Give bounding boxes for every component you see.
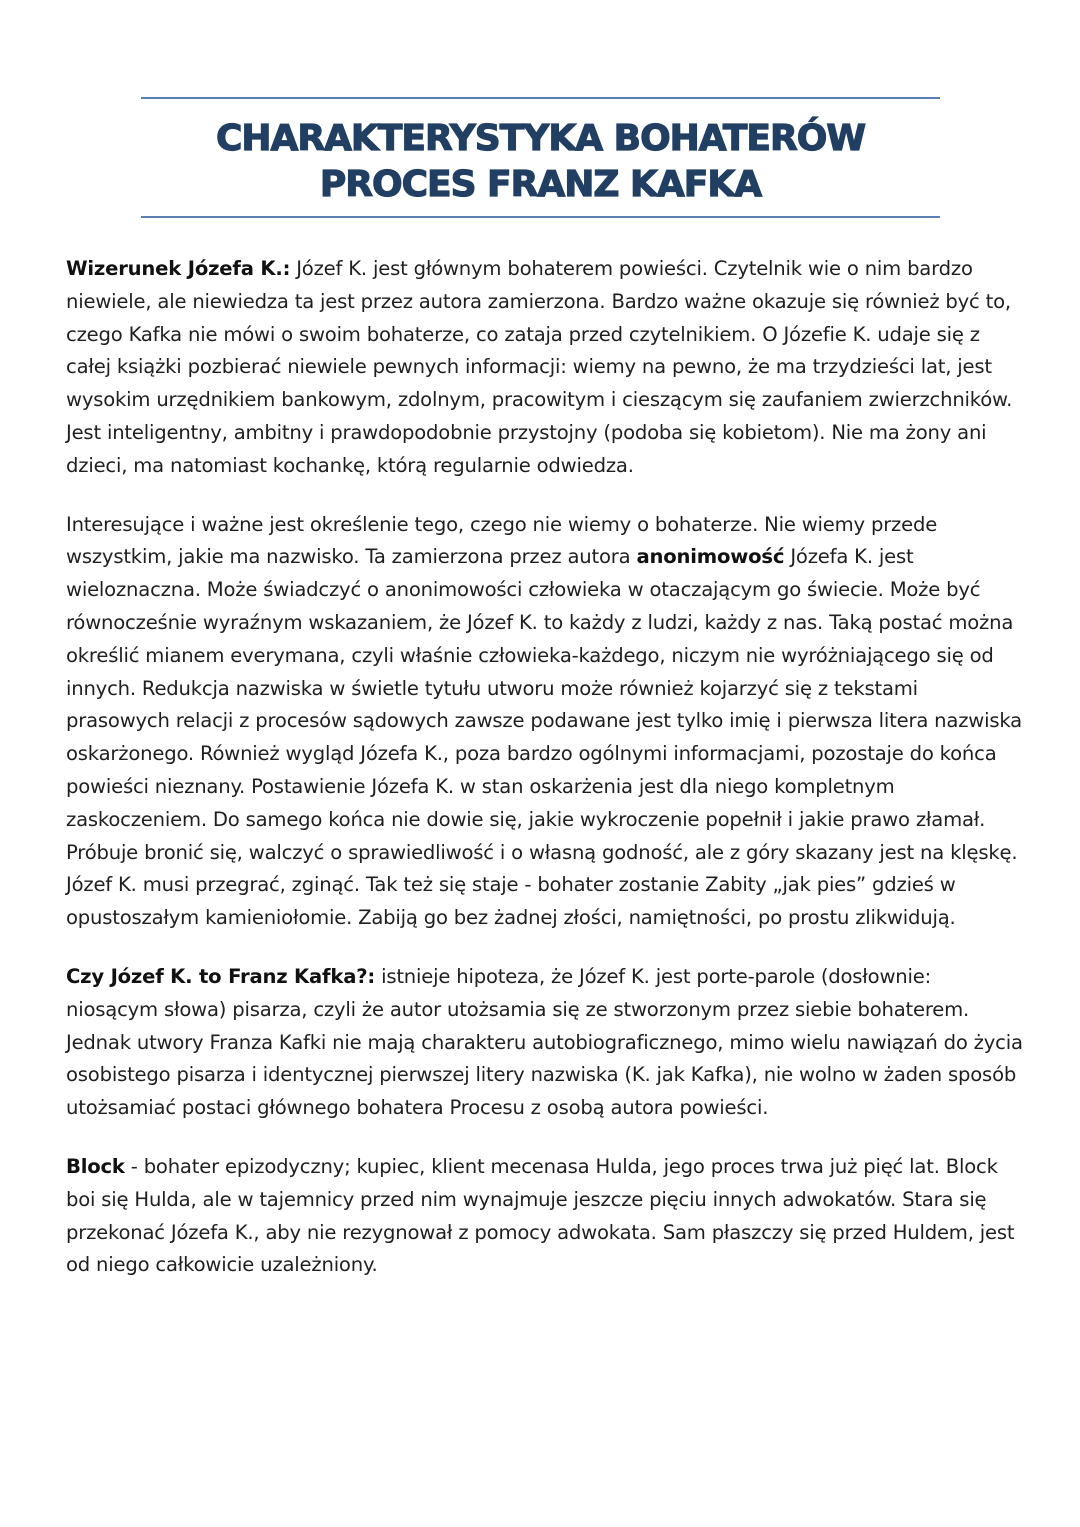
paragraph-text: istnieje hipoteza, że Józef K. jest porte-parole (dosłownie: niosącym słowa) pisarza, czyli że autor utożsamia się ze stworzonym przez siebie bohaterem. Jednak utwory Franza Kafki nie mają charakteru autobiograficznego, mimo wielu nawiązań do życia osobistego pisarza i identycznej pierwszej litery nazwiska (K. jak Kafka), nie wolno w żaden sposób utożsamiać postaci głównego bohatera Procesu z osobą autora powieści. (66, 964, 1023, 1120)
paragraph-lead: Wizerunek Józefa K.: (66, 257, 291, 280)
paragraph-anonymity (66, 509, 1026, 935)
paragraph-lead: Block (66, 1154, 125, 1178)
paragraph-block (66, 1151, 1026, 1282)
title-line-1: CHARAKTERYSTYKA BOHATERÓW (215, 118, 866, 159)
title-bottom-rule (141, 216, 940, 218)
title-top-rule (141, 97, 940, 99)
paragraph-jozef-kafka (66, 961, 1026, 1125)
paragraph-lead: Czy Józef K. to Franz Kafka?: (66, 964, 376, 988)
emphasis-anonimowosc: anonimowość (636, 545, 785, 569)
paragraph-jozef-k (66, 253, 1026, 483)
title-line-2: PROCES FRANZ KAFKA (319, 164, 762, 205)
page-title (141, 116, 940, 208)
paragraph-text: Józef K. jest głównym bohaterem powieści. Czytelnik wie o nim bardzo niewiele, ale niewiedza ta jest przez autora zamierzona. Bardzo ważne okazuje się również być to, czego Kafka nie mówi o swoim bohaterze, co zataja przed czytelnikiem. O Józefie K. udaje się z całej książki pozbierać niewiele pewnych informacji: wiemy na pewno, że ma trzydzieści lat, jest wysokim urzędnikiem bankowym, zdolnym, pracowitym i cieszącym się zaufaniem zwierzchników. Jest inteligentny, ambitny i prawdopodobnie przystojny (podoba się kobietom). Nie ma żony ani dzieci, ma natomiast kochankę, którą regularnie odwiedza. (66, 257, 1013, 477)
paragraph-text: Józefa K. jest wieloznaczna. Może świadczyć o anonimowości człowieka w otaczającym go świecie. Może być równocześnie wyraźnym wskazaniem, że Józef K. to każdy z ludzi, każdy z nas. Taką postać można określić mianem everymana, czyli właśnie człowieka-każdego, niczym nie wyróżniającego się od innych. Redukcja nazwiska w świetle tytułu utworu może również kojarzyć się z tekstami prasowych relacji z procesów sądowych zawsze podawane jest tylko imię i pierwsza litera nazwiska oskarżonego. Również wygląd Józefa K., poza bardzo ogólnymi informacjami, pozostaje do końca powieści nieznany. Postawienie Józefa K. w stan oskarżenia jest dla niego kompletnym zaskoczeniem. Do samego końca nie dowie się, jakie wykroczenie popełnił i jakie prawo złamał. Próbuje bronić się, walczyć o sprawiedliwość i o własną godność, ale z góry skazany jest na klęskę. Józef K. musi przegrać, zginąć. Tak też się staje - bohater zostanie Zabity „jak pies” gdzieś w opustoszałym kamieniołomie. Zabiją go bez żadnej złości, namiętności, po prostu zlikwidują. (66, 545, 1022, 930)
paragraph-text: Interesujące i ważne jest określenie tego, czego nie wiemy o bohaterze. Nie wiemy przede wszystkim, jakie ma nazwisko. Ta zamierzona przez autora (66, 512, 938, 569)
paragraph-text: - bohater epizodyczny; kupiec, klient mecenasa Hulda, jego proces trwa już pięć lat. Block boi się Hulda, ale w tajemnicy przed nim wynajmuje jeszcze pięciu innych adwokatów. Stara się przekonać Józefa K., aby nie rezygnował z pomocy adwokata. Sam płaszczy się przed Huldem, jest od niego całkowicie uzależniony. (66, 1154, 1015, 1277)
document-body (66, 253, 1026, 1282)
